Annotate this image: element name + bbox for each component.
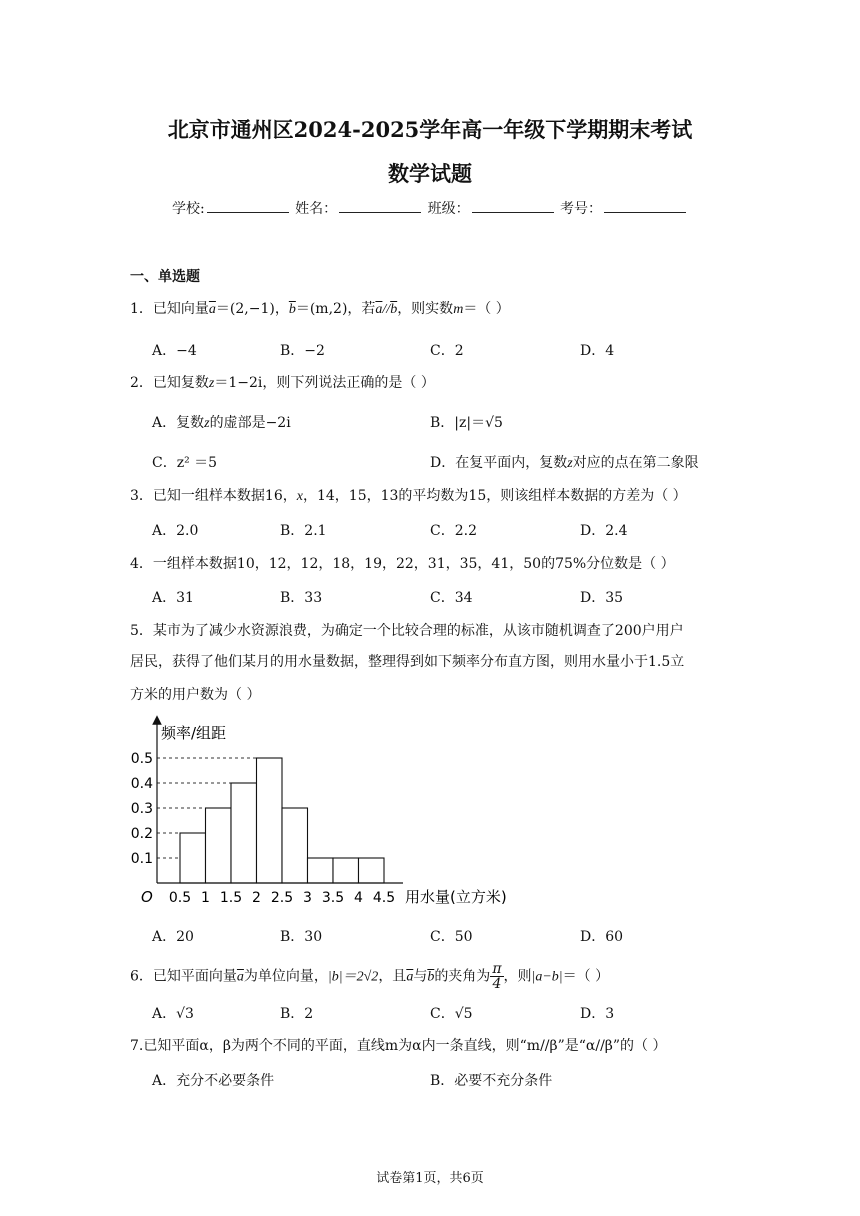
parallel-symbol: //: [382, 302, 391, 317]
question-5-line-2: 居民，获得了他们某月的用水量数据，整理得到如下频率分布直方图，则用水量小于1.5立: [130, 654, 685, 670]
option-c[interactable]: C．50: [430, 929, 473, 945]
variable-m: m: [453, 302, 464, 317]
x-tick-label: 4.5: [372, 890, 396, 906]
option-a[interactable]: A．√3: [152, 1006, 194, 1022]
histogram-bar: [257, 758, 283, 883]
vector-b: $\overline{b}$: [288, 302, 296, 317]
fraction-pi-over-4: $\frac{\pi}{4}$: [492, 961, 502, 992]
question-text: ，则实数: [397, 301, 454, 317]
y-tick-label: 0.5: [130, 751, 153, 767]
y-tick-label: 0.1: [130, 851, 153, 867]
x-tick-label: 3: [303, 890, 312, 906]
histogram-bar: [282, 808, 308, 883]
option-a[interactable]: A．2.0: [152, 523, 199, 539]
question-text: ＝1−2i，则下列说法正确的是（ ）: [214, 375, 435, 391]
x-tick-label: 1: [201, 890, 210, 906]
option-b[interactable]: B．2: [280, 1006, 314, 1022]
option-c[interactable]: C．z² ＝5: [152, 455, 218, 471]
histogram-bar: [333, 858, 359, 883]
question-7: [130, 1035, 667, 1055]
question-number: 5．: [130, 623, 153, 639]
question-text: 已知平面向量: [152, 968, 237, 985]
question-text: 已知平面α，β为两个不同的平面，直线m为α内一条直线，则“m//β”是“α//β”的（ ）: [143, 1038, 667, 1054]
question-text: 与: [413, 968, 428, 985]
x-tick-label: 0.5: [168, 890, 192, 906]
y-tick-label: 0.3: [130, 801, 153, 817]
histogram-bar: [359, 858, 385, 883]
question-3: [130, 485, 687, 505]
school-label: 学校:: [171, 201, 205, 217]
question-text: 某市为了减少水资源浪费，为确定一个比较合理的标准，从该市随机调查了200户用户: [152, 623, 684, 639]
question-text: ，则: [503, 968, 532, 985]
y-tick-labels: [131, 751, 153, 867]
question-6: 6．已知平面向量$\overline{a}$为单位向量，|b|＝2√2，且$\overline{a}$与$\overline{b}$的夹角为 $\frac{\pi}{4}$ ，则|a−b|＝（ ）: [130, 961, 610, 992]
exam-subtitle: 数学试题: [388, 161, 472, 186]
question-text: ＝（ ）: [562, 968, 610, 985]
histogram-bars: [180, 758, 384, 883]
option-d[interactable]: D．在复平面内，复数z对应的点在第二象限: [430, 455, 699, 471]
option-c[interactable]: C．2: [430, 343, 464, 359]
exam-number-label: 考号：: [560, 201, 603, 217]
question-number: 6．: [130, 968, 153, 985]
question-number: 4．: [130, 556, 153, 572]
question-number: 7.: [130, 1038, 144, 1054]
histogram-bar: [206, 808, 232, 883]
option-c[interactable]: C．√5: [430, 1006, 473, 1022]
option-d[interactable]: D．60: [580, 929, 624, 945]
exam-number-blank[interactable]: [604, 198, 686, 213]
question-text: 为单位向量，: [243, 968, 328, 985]
variable-x: x: [296, 489, 303, 504]
name-label: 姓名：: [295, 201, 338, 217]
section-heading: 一、单选题: [130, 269, 200, 285]
question-text: 的夹角为: [434, 968, 491, 985]
option-a[interactable]: A．31: [152, 590, 194, 606]
option-a[interactable]: A．−4: [152, 343, 197, 359]
x-tick-label: 4: [354, 890, 363, 906]
page-footer: 试卷第1页，共6页: [376, 1171, 484, 1186]
histogram-bar: [308, 858, 334, 883]
vector-a: $\overline{a}$: [208, 302, 216, 317]
x-tick-label: 2.5: [270, 890, 294, 906]
question-text: 已知复数: [152, 375, 209, 391]
question-text: ，且: [378, 968, 407, 985]
question-text: 已知一组样本数据16，: [152, 488, 297, 504]
x-axis-label: 用水量(立方米): [405, 888, 507, 906]
origin-label: O: [141, 888, 153, 906]
histogram-bar: [231, 783, 257, 883]
option-d[interactable]: D．2.4: [580, 523, 628, 539]
y-tick-label: 0.2: [130, 826, 153, 842]
vector-a: $\overline{a}$: [406, 969, 414, 985]
question-text: ，14，15，13的平均数为15，则该组样本数据的方差为（ ）: [302, 488, 687, 504]
norm-a-minus-b: |a−b|: [531, 969, 563, 985]
option-b[interactable]: B．2.1: [280, 523, 327, 539]
question-text: ＝（ ）: [463, 301, 510, 317]
option-a[interactable]: A．复数z的虚部是−2i: [152, 415, 291, 431]
option-d[interactable]: D．3: [580, 1006, 615, 1022]
option-d[interactable]: D．4: [580, 343, 615, 359]
question-2: [130, 372, 435, 392]
x-tick-label: 2: [252, 890, 261, 906]
class-blank[interactable]: [472, 198, 554, 213]
student-info-line: [0, 198, 860, 218]
histogram-bar: [180, 833, 206, 883]
question-number: 3．: [130, 488, 153, 504]
option-c[interactable]: C．34: [430, 590, 473, 606]
y-tick-label: 0.4: [130, 776, 153, 792]
option-b[interactable]: B．−2: [280, 343, 325, 359]
option-a[interactable]: A．20: [152, 929, 194, 945]
question-text: ＝(2,−1)，: [215, 301, 289, 317]
y-axis-label: 频率/组距: [161, 724, 227, 742]
question-5-line-3: 方米的用户数为（ ）: [130, 687, 261, 703]
x-tick-label: 1.5: [219, 890, 243, 906]
exam-title: 北京市通州区2024-2025学年高一年级下学期期末考试: [167, 117, 693, 142]
option-d[interactable]: D．35: [580, 590, 624, 606]
vector-b: $\overline{b}$: [390, 302, 398, 317]
question-1: [130, 298, 510, 318]
question-text: ＝(m,2)，若: [295, 301, 376, 317]
option-b[interactable]: B．|z|＝√5: [430, 415, 503, 431]
x-tick-labels: [169, 890, 395, 906]
vector-a: $\overline{a}$: [236, 969, 244, 985]
vector-a: $\overline{a}$: [375, 302, 383, 317]
question-text: 一组样本数据10，12，12，18，19，22，31，35，41，50的75%分位数是（ ）: [152, 556, 675, 572]
variable-z: z: [208, 376, 215, 391]
question-5: [130, 620, 684, 640]
question-number: 2．: [130, 375, 153, 391]
x-tick-label: 3.5: [321, 890, 345, 906]
question-number: 1．: [130, 301, 153, 317]
school-blank[interactable]: [207, 198, 289, 213]
option-b[interactable]: B．必要不充分条件: [430, 1073, 553, 1089]
option-c[interactable]: C．2.2: [430, 523, 477, 539]
option-b[interactable]: B．30: [280, 929, 323, 945]
option-b[interactable]: B．33: [280, 590, 323, 606]
name-blank[interactable]: [339, 198, 421, 213]
frequency-histogram: [125, 712, 545, 917]
class-label: 班级：: [427, 201, 470, 217]
option-a[interactable]: A．充分不必要条件: [152, 1073, 275, 1089]
norm-b: |b|＝2√2: [327, 969, 379, 985]
question-text: 已知向量: [152, 301, 209, 317]
question-4: [130, 553, 675, 573]
